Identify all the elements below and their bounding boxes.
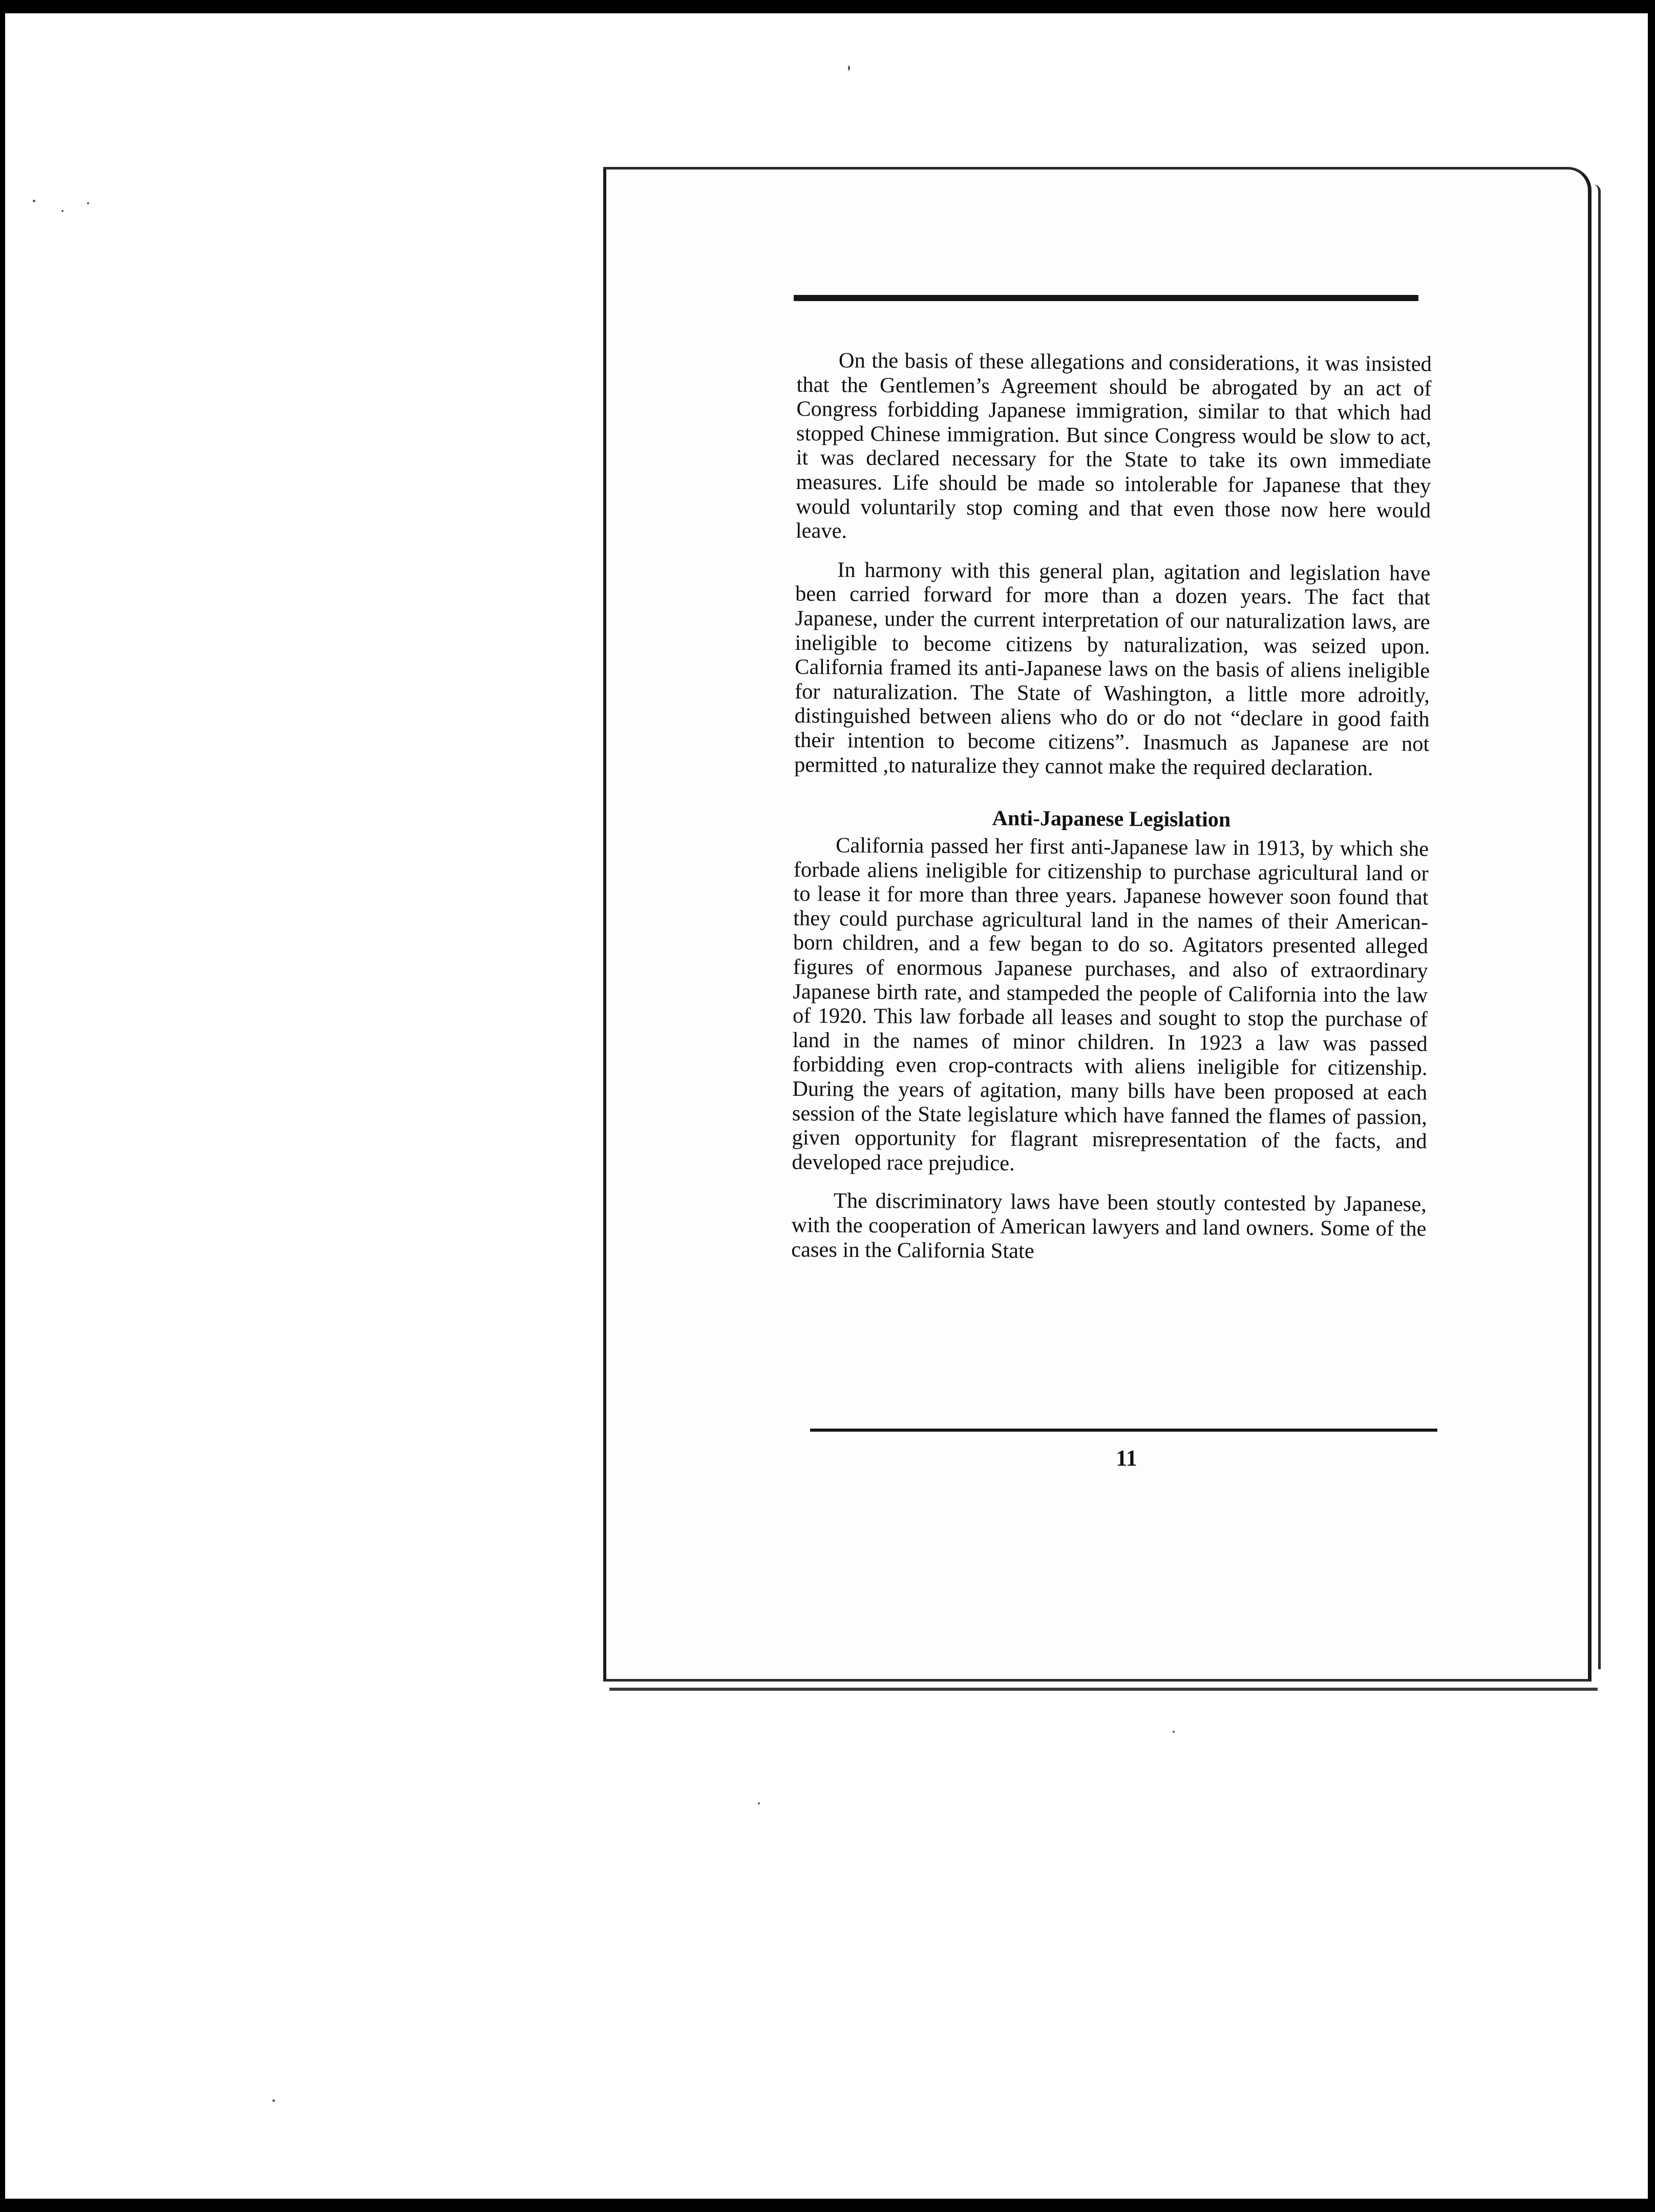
- scan-speck: [758, 1802, 760, 1804]
- scan-speck: [61, 210, 63, 212]
- bottom-rule: [810, 1429, 1437, 1432]
- scan-border-right: [1648, 0, 1655, 2212]
- paragraph-allegations: On the basis of these allegations and considerations, it was insisted that the Gentlemen’s Agreement should be abrogated by an act of Congress forbidding Japanese immigration, similar to that which had stopped Chinese immigration. But since Congress would be slow to act, it was declared necessary for the State to take its own immediate measures. Life should be made so intolerable for Japanese that they would voluntarily stop coming and that even those now here would leave.: [795, 348, 1432, 543]
- scan-speck: [848, 66, 850, 71]
- text-column: [791, 348, 1432, 1280]
- top-rule: [794, 295, 1418, 301]
- section-heading: Anti-Japanese Legislation: [992, 806, 1231, 832]
- scan-speck: [33, 200, 35, 202]
- scan-border-bottom: [0, 2199, 1655, 2212]
- scan-border-left: [0, 0, 5, 2212]
- page-number: 11: [1116, 1445, 1137, 1471]
- scan-speck: [87, 202, 89, 204]
- paragraph-discriminatory-laws: The discriminatory laws have been stoutly contested by Japanese, with the cooperation of American lawyers and land owners. Some of the cases in the California State: [791, 1188, 1427, 1263]
- scan-border-top: [0, 0, 1655, 13]
- paragraph-california-laws: California passed her first anti-Japanese law in 1913, by which she forbade aliens ineligible for citizenship to purchase agricultural land or to lease it for more than three years. Japanese however soon found that they could purchase agricultural land in the names of their American-born children, and a few began to do so. Agitators presented alleged figures of enormous Japanese purchases, and also of extraordinary Japanese birth rate, and stampeded the people of California into the law of 1920. This law forbade all leases and sought to stop the purchase of land in the names of minor children. In 1923 a law was passed forbidding even crop-contracts with aliens ineligible for citizenship. During the years of agitation, many bills have been proposed at each session of the State legislature which have fanned the flames of passion, given opportunity for flagrant misrepresentation of the facts, and developed race prejudice.: [792, 833, 1429, 1176]
- paragraph-general-plan: In harmony with this general plan, agitation and legislation have been carried forward for more than a dozen years. The fact that Japanese, under the current interpretation of our naturalization laws, are ineligible to become citizens by naturalization, was seized upon. California framed its anti-Japanese laws on the basis of aliens ineligible for naturalization. The State of Washington, a little more adroitly, distinguished between aliens who do or do not “declare in good faith their intention to become citizens”. Inasmuch as Japanese are not permitted ,to naturalize they cannot make the required declaration.: [794, 558, 1431, 780]
- scan-speck: [272, 2099, 275, 2102]
- page-back-edge: [1594, 184, 1601, 1669]
- scan-speck: [1173, 1731, 1175, 1733]
- page-under-edge: [609, 1688, 1598, 1691]
